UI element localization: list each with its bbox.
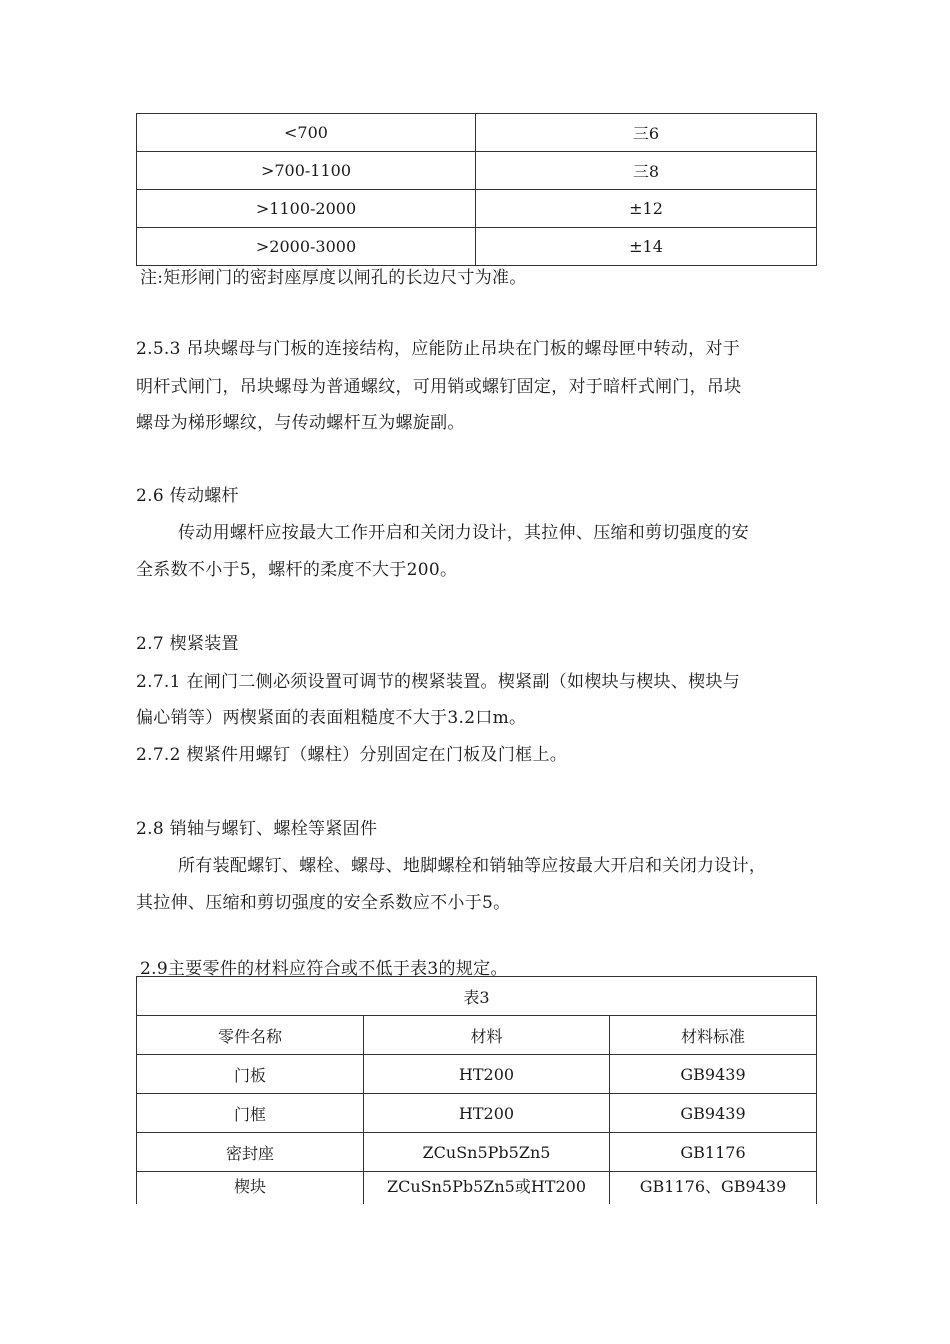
- section-2-7-heading: 2.7 楔紧装置: [136, 634, 239, 654]
- table-row: [137, 1094, 817, 1133]
- tolerance-table: [136, 113, 817, 266]
- table-cell: 门框: [137, 1094, 364, 1133]
- column-header: 材料标准: [610, 1016, 817, 1055]
- table-cell: GB1176: [610, 1133, 817, 1172]
- column-header: 零件名称: [137, 1016, 364, 1055]
- section-2-5-3-line-2: 明杆式闸门，吊块螺母为普通螺纹，可用销或螺钉固定，对于暗杆式闸门，吊块: [136, 377, 742, 397]
- section-2-7-1-line-2: 偏心销等）两楔紧面的表面粗糙度不大于3.2口m。: [136, 708, 527, 728]
- section-2-8-line-2: 其拉伸、压缩和剪切强度的安全系数应不小于5。: [136, 893, 511, 913]
- section-2-8-heading: 2.8 销轴与螺钉、螺栓等紧固件: [136, 819, 378, 839]
- table-cell: GB9439: [610, 1094, 817, 1133]
- table-cell: GB9439: [610, 1055, 817, 1094]
- table-cell: ±12: [476, 190, 817, 228]
- material-table: [136, 976, 817, 1204]
- section-2-7-2-line: 2.7.2 楔紧件用螺钉（螺柱）分别固定在门板及门框上。: [136, 745, 568, 765]
- table-cell: >1100-2000: [137, 190, 476, 228]
- table-cell: <700: [137, 114, 476, 152]
- table-title: 表3: [137, 977, 817, 1016]
- column-header: 材料: [364, 1016, 610, 1055]
- table-cell: ZCuSn5Pb5Zn5: [364, 1133, 610, 1172]
- table-row: [137, 114, 817, 152]
- table-cell: 密封座: [137, 1133, 364, 1172]
- table-cell: 三6: [476, 114, 817, 152]
- table-cell: HT200: [364, 1055, 610, 1094]
- table-cell: ±14: [476, 228, 817, 266]
- table-note: 注:矩形闸门的密封座厚度以闸孔的长边尺寸为准。: [140, 268, 527, 288]
- section-2-5-3-line-3: 螺母为梯形螺纹，与传动螺杆互为螺旋副。: [136, 413, 465, 433]
- table-cell: GB1176、GB9439: [610, 1172, 817, 1205]
- table-cell: >700-1100: [137, 152, 476, 190]
- table-cell: ZCuSn5Pb5Zn5或HT200: [364, 1172, 610, 1205]
- section-2-6-line-1: 传动用螺杆应按最大工作开启和关闭力设计，其拉伸、压缩和剪切强度的安: [178, 523, 749, 543]
- table-row: [137, 1172, 817, 1205]
- table-row: [137, 1133, 817, 1172]
- section-2-8-line-1: 所有装配螺钉、螺栓、螺母、地脚螺栓和销轴等应按最大开启和关闭力设计，: [178, 856, 767, 876]
- section-2-6-line-2: 全系数不小于5，螺杆的柔度不大于200。: [136, 560, 458, 580]
- table-cell: 楔块: [137, 1172, 364, 1205]
- table-row: [137, 152, 817, 190]
- table-row: [137, 190, 817, 228]
- table-row: [137, 1055, 817, 1094]
- table-title-row: [137, 977, 817, 1016]
- section-2-5-3-line-1: 2.5.3 吊块螺母与门板的连接结构，应能防止吊块在门板的螺母匣中转动，对于: [136, 339, 741, 359]
- section-2-6-heading: 2.6 传动螺杆: [136, 486, 239, 506]
- table-cell: 三8: [476, 152, 817, 190]
- table-cell: 门板: [137, 1055, 364, 1094]
- section-2-9-caption: 2.9主要零件的材料应符合或不低于表3的规定。: [140, 959, 508, 979]
- table-cell: >2000-3000: [137, 228, 476, 266]
- table-cell: HT200: [364, 1094, 610, 1133]
- table-row: [137, 228, 817, 266]
- section-2-7-1-line-1: 2.7.1 在闸门二侧必须设置可调节的楔紧装置。楔紧副（如楔块与楔块、楔块与: [136, 672, 741, 692]
- table-header-row: [137, 1016, 817, 1055]
